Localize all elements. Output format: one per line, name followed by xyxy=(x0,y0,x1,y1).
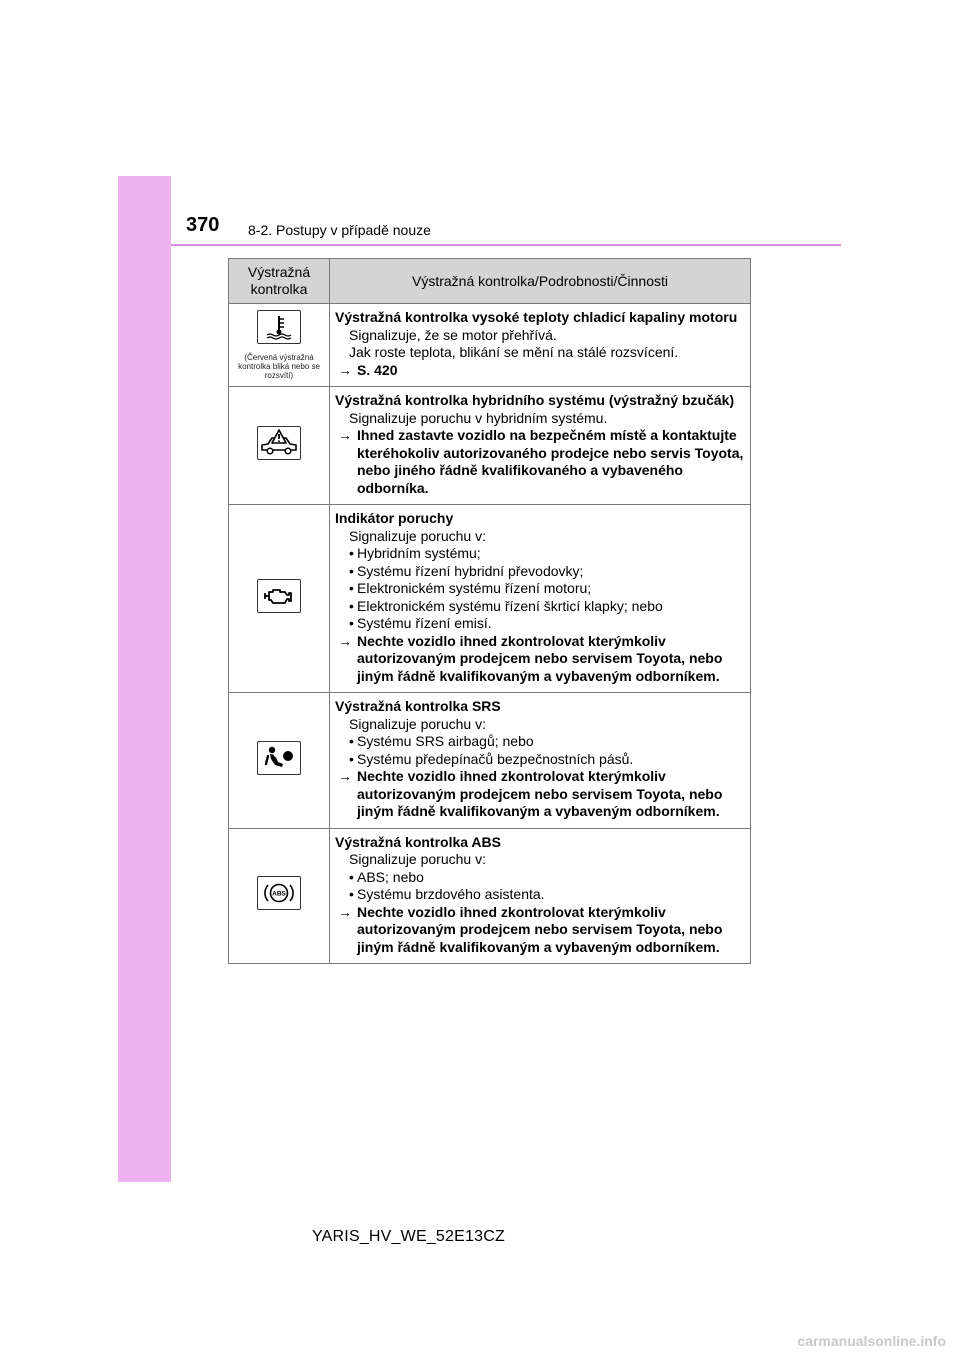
row-action xyxy=(335,427,746,497)
row-line: Jak roste teplota, blikání se mění na stálé rozsvícení. xyxy=(349,344,679,360)
row-line: Signalizuje, že se motor přehřívá. xyxy=(349,326,557,343)
action-arrow: → xyxy=(338,361,352,378)
icon-cell xyxy=(229,693,330,829)
row-bullet: • Systému předepínačů bezpečnostních pásů. xyxy=(335,751,746,769)
row-action xyxy=(335,633,746,686)
details-cell xyxy=(330,304,751,387)
row-title: Výstražná kontrolka ABS xyxy=(335,833,501,850)
row-action-text: Nechte vozidlo ihned zkontrolovat kterýmkoliv autorizovaným prodejcem nebo servisem Toyota, nebo jiným řádně kvalifikovaným a vybaveným odborníkem. xyxy=(357,632,723,684)
row-bullet: • Systému řízení hybridní převodovky; xyxy=(335,563,746,581)
action-arrow: → xyxy=(338,632,352,649)
table-header-row xyxy=(229,259,751,304)
details-cell xyxy=(330,505,751,693)
row-title: Indikátor poruchy xyxy=(335,510,454,526)
row-action-text: Nechte vozidlo ihned zkontrolovat kterýmkoliv autorizovaným prodejcem nebo servisem Toyota, nebo jiným řádně kvalifikovaným a vybaveným odborníkem. xyxy=(357,903,723,955)
row-bullet: • Systému SRS airbagů; nebo xyxy=(335,733,746,751)
details-cell xyxy=(330,693,751,829)
row-bullet: • ABS; nebo xyxy=(335,869,746,887)
row-title: Výstražná kontrolka hybridního systému (výstražný bzučák) xyxy=(335,392,735,408)
row-action xyxy=(335,362,746,380)
action-arrow: → xyxy=(338,427,352,443)
row-bullet: • Systému brzdového asistenta. xyxy=(335,886,746,904)
row-bullet: • Hybridním systému; xyxy=(335,545,746,563)
srs-airbag-icon xyxy=(257,741,301,775)
table-row xyxy=(229,828,751,964)
side-strip xyxy=(118,176,171,1182)
action-arrow: → xyxy=(338,768,352,784)
table-row xyxy=(229,387,751,505)
row-title: Výstražná kontrolka vysoké teploty chladicí kapaliny motoru xyxy=(335,309,738,325)
icon-cell xyxy=(229,828,330,964)
details-cell xyxy=(330,828,751,964)
icon-cell xyxy=(229,304,330,387)
abs-icon-label: ABS xyxy=(272,890,286,898)
document-code: YARIS_HV_WE_52E13CZ xyxy=(312,1228,505,1245)
action-arrow: → xyxy=(338,903,352,920)
row-title: Výstražná kontrolka SRS xyxy=(335,698,501,714)
table-row xyxy=(229,505,751,693)
row-action xyxy=(335,904,746,957)
watermark: carmanualsonline.info xyxy=(797,1333,946,1349)
row-action-text: Ihned zastavte vozidlo na bezpečném místě a kontaktujte kteréhokoliv autorizovaného prodejce nebo servis Toyota, nebo jiného řádně kvalifikovaného a vybaveného odborníka. xyxy=(357,427,744,496)
row-line: Signalizuje poruchu v: xyxy=(349,851,486,867)
page-number: 370 xyxy=(186,214,220,236)
table-row xyxy=(229,693,751,829)
icon-cell xyxy=(229,387,330,505)
row-bullet: • Systému řízení emisí. xyxy=(335,615,746,633)
col-header-light: Výstražná kontrolka xyxy=(229,259,330,304)
row-bullet: • Elektronickém systému řízení škrticí klapky; nebo xyxy=(335,598,746,616)
abs-icon xyxy=(257,876,301,910)
row-line: Signalizuje poruchu v: xyxy=(349,715,486,732)
warning-lights-table xyxy=(228,258,751,964)
row-line: Signalizuje poruchu v hybridním systému. xyxy=(349,409,608,426)
coolant-temperature-icon xyxy=(257,310,301,344)
icon-cell xyxy=(229,505,330,693)
icon-note: (Červená výstražná kontrolka bliká nebo se rozsvítí) xyxy=(238,353,320,380)
hybrid-system-warning-icon xyxy=(257,426,301,460)
row-action-text: Nechte vozidlo ihned zkontrolovat kterýmkoliv autorizovaným prodejcem nebo servisem Toyota, nebo jiným řádně kvalifikovaným a vybaveným odborníkem. xyxy=(357,768,723,819)
check-engine-icon xyxy=(257,579,301,613)
row-bullet: • Elektronickém systému řízení motoru; xyxy=(335,580,746,598)
header-rule xyxy=(171,244,841,246)
row-action xyxy=(335,768,746,821)
details-cell xyxy=(330,387,751,505)
section-title: 8-2. Postupy v případě nouze xyxy=(248,222,431,238)
row-action-text: S. 420 xyxy=(357,361,398,378)
table-row xyxy=(229,304,751,387)
col-header-details: Výstražná kontrolka/Podrobnosti/Činnosti xyxy=(330,259,751,304)
row-line: Signalizuje poruchu v: xyxy=(349,527,486,544)
